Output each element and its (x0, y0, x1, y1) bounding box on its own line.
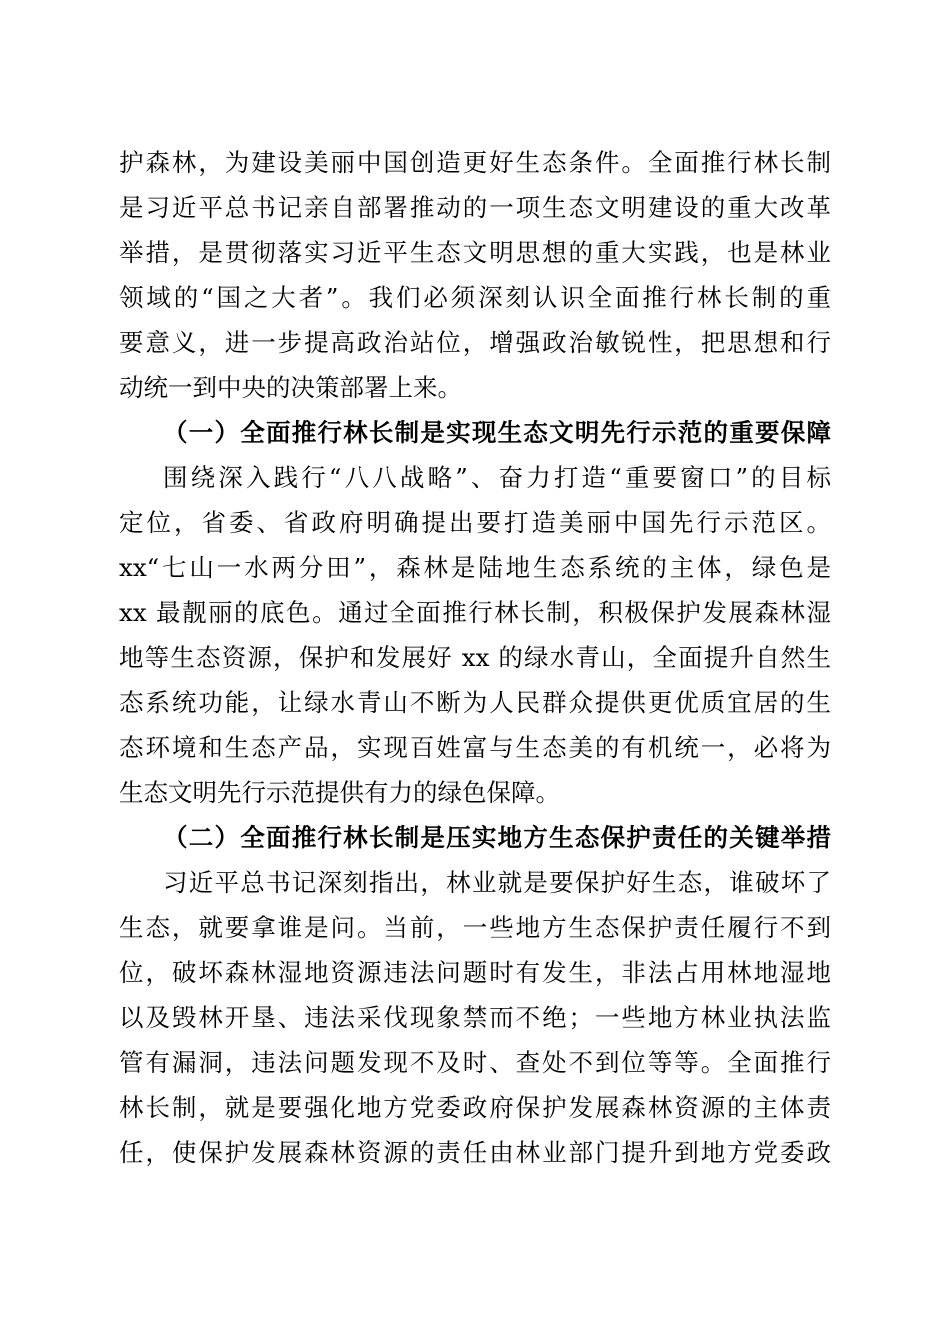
paragraph-2-line-3: xx“七山一水两分田”，森林是陆地生态系统的主体，绿色是 (119, 553, 831, 582)
section-heading-1: （一）全面推行林长制是实现生态文明先行示范的重要保障 (163, 418, 831, 447)
paragraph-3-line-2: 生态，就要拿谁是问。当前，一些地方生态保护责任履行不到 (119, 913, 831, 942)
paragraph-3-line-5: 管有漏洞，违法问题发现不及时、查处不到位等等。全面推行 (119, 1048, 831, 1077)
paragraph-2-line-8: 生态文明先行示范提供有力的绿色保障。 (119, 778, 560, 807)
paragraph-1-line-5: 要意义，进一步提高政治站位，增强政治敏锐性，把思想和行 (119, 328, 831, 357)
paragraph-2-line-2: 定位，省委、省政府明确提出要打造美丽中国先行示范区。 (119, 508, 831, 537)
paragraph-2-line-6: 态系统功能，让绿水青山不断为人民群众提供更优质宜居的生 (119, 688, 831, 717)
paragraph-3-line-7: 任，使保护发展森林资源的责任由林业部门提升到地方党委政 (119, 1138, 831, 1167)
paragraph-1-line-6: 动统一到中央的决策部署上来。 (119, 373, 462, 402)
paragraph-3-line-6: 林长制，就是要强化地方党委政府保护发展森林资源的主体责 (119, 1093, 831, 1122)
paragraph-1-line-4: 领域的“国之大者”。我们必须深刻认识全面推行林长制的重 (119, 283, 831, 312)
paragraph-3-line-1: 习近平总书记深刻指出，林业就是要保护好生态，谁破坏了 (163, 868, 831, 897)
paragraph-3-line-3: 位，破坏森林湿地资源违法问题时有发生，非法占用林地湿地 (119, 958, 831, 987)
paragraph-2-line-4: xx 最靓丽的底色。通过全面推行林长制，积极保护发展森林湿 (119, 598, 831, 627)
paragraph-1-line-2: 是习近平总书记亲自部署推动的一项生态文明建设的重大改革 (119, 193, 831, 222)
paragraph-2-line-5: 地等生态资源，保护和发展好 xx 的绿水青山，全面提升自然生 (119, 643, 831, 672)
paragraph-2-line-1: 围绕深入践行“八八战略”、奋力打造“重要窗口”的目标 (163, 463, 831, 492)
paragraph-1-line-1: 护森林，为建设美丽中国创造更好生态条件。全面推行林长制 (119, 148, 831, 177)
paragraph-3-line-4: 以及毁林开垦、违法采伐现象禁而不绝；一些地方林业执法监 (119, 1003, 831, 1032)
paragraph-1-line-3: 举措，是贯彻落实习近平生态文明思想的重大实践，也是林业 (119, 238, 831, 267)
section-heading-2: （二）全面推行林长制是压实地方生态保护责任的关键举措 (163, 823, 831, 852)
paragraph-2-line-7: 态环境和生态产品，实现百姓富与生态美的有机统一，必将为 (119, 733, 831, 762)
